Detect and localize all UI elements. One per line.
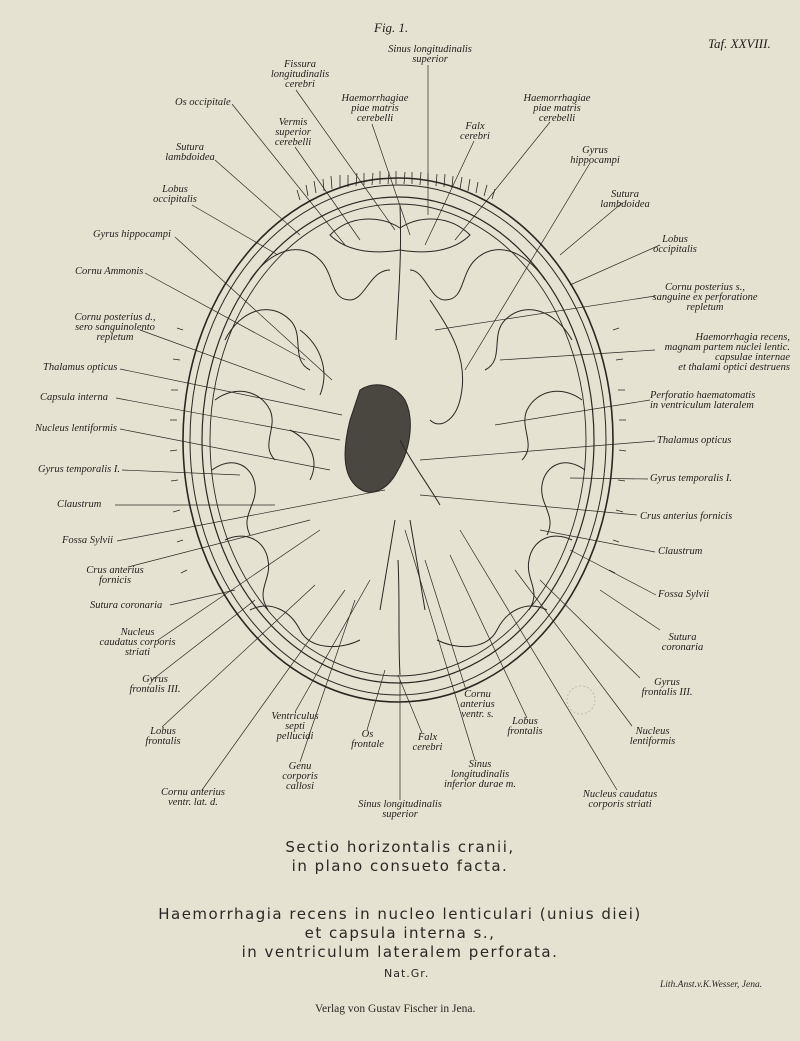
label-sutura-cor-left: Sutura coronaria (90, 600, 163, 611)
label-nucleus-lent-left: Nucleus lentiformis (35, 423, 117, 434)
label-vermis: Vermis superior cerebelli (274, 117, 312, 148)
label-haemorrhagia-recens: Haemorrhagia recens, magnam partem nuclei lentic. capsulae internae et thalami optici destruens (664, 332, 790, 373)
label-gyrus-hipp-right: Gyrus hippocampi (570, 145, 620, 166)
label-falx-bottom: Falx cerebri (412, 732, 443, 753)
label-cornu-ammonis: Cornu Ammonis (75, 266, 144, 277)
label-sinus-long-sup-bottom: Sinus longitudinalis superior (358, 799, 442, 820)
label-sinus-long-inf: Sinus longitudinalis inferior durae m. (443, 759, 517, 790)
label-fossa-left: Fossa Sylvii (62, 535, 114, 546)
label-lobus-occ-left: Lobus occipitalis (153, 184, 197, 205)
label-sinus-long-sup-top: Sinus longitudinalis superior (388, 44, 472, 65)
label-genu: Genu corporis callosi (282, 761, 318, 792)
ventricle (430, 300, 463, 424)
plate-number: Taf. XXVIII. (708, 36, 771, 51)
label-thalamus-left: Thalamus opticus (43, 362, 118, 373)
natural-size-note: Nat.Gr. (384, 967, 430, 980)
label-claustrum-right: Claustrum (658, 546, 703, 557)
label-sutura-lamb-left: Sutura lambdoidea (165, 142, 215, 163)
stamp (567, 686, 595, 714)
label-gyrus-front-right: Gyrus frontalis III. (641, 677, 693, 698)
label-perforatio: Perforatio haematomatis in ventriculum lateralem (650, 390, 756, 411)
publisher-note: Verlag von Gustav Fischer in Jena. (315, 1003, 476, 1015)
label-sutura-cor-right: Sutura coronaria (661, 632, 704, 653)
label-cornu-post-d: Cornu posterius d., sero sanguinolento repletum (74, 312, 156, 343)
label-nucleus-caud-left: Nucleus caudatus corporis striati (99, 627, 176, 658)
label-os-occipitale: Os occipitale (175, 97, 231, 108)
haemorrhage (345, 385, 410, 492)
label-lobus-front-left: Lobus frontalis (145, 726, 181, 747)
label-falx-top: Falx cerebri (460, 121, 490, 142)
label-sutura-lamb-right: Sutura lambdoidea (600, 189, 650, 210)
label-crus-ant-right: Crus anterius fornicis (640, 511, 733, 522)
label-fissura: Fissura longitudinalis cerebri (270, 59, 330, 90)
label-claustrum-left: Claustrum (57, 499, 102, 510)
label-cornu-post-s: Cornu posterius s., sanguine ex perforatione repletum (652, 282, 758, 313)
label-lobus-occ-right: Lobus occipitalis (653, 234, 697, 255)
label-thalamus-right: Thalamus opticus (657, 435, 732, 446)
label-nucleus-caud-right: Nucleus caudatus corporis striati (582, 789, 658, 810)
label-gyrus-hipp-left: Gyrus hippocampi (93, 229, 171, 240)
label-cornu-ant-ventr-d: Cornu anterius ventr. lat. d. (161, 787, 225, 808)
label-gyrus-temp-right: Gyrus temporalis I. (650, 473, 732, 484)
label-crus-ant-left: Crus anterius fornicis (86, 565, 144, 586)
caption-section: Sectio horizontalis cranii, in plano consueto facta. (285, 838, 515, 875)
label-gyrus-temp-left: Gyrus temporalis I. (38, 464, 120, 475)
caption-description: Haemorrhagia recens in nucleo lenticulari (unius diei) et capsula interna s., in ventriculum lateralem perforata. (158, 905, 642, 961)
label-capsula-interna: Capsula interna (40, 392, 108, 403)
label-ventriculus: Ventriculus septi pellucidi (271, 711, 319, 742)
fig-number: Fig. 1. (374, 20, 409, 35)
label-haemorrhagia-piae-right: Haemorrhagiae piae matris cerebelli (523, 93, 591, 124)
label-nucleus-lent-right: Nucleus lentiformis (629, 726, 676, 747)
lithographer-note: Lith.Anst.v.K.Wesser, Jena. (660, 980, 763, 990)
label-lobus-front-right: Lobus frontalis (507, 716, 543, 737)
label-cornu-ant-ventr-s: Cornu anterius ventr. s. (460, 689, 495, 720)
label-gyrus-front-left: Gyrus frontalis III. (129, 674, 181, 695)
label-fossa-right: Fossa Sylvii (658, 589, 710, 600)
label-haemorrhagia-piae-left: Haemorrhagiae piae matris cerebelli (341, 93, 409, 124)
label-os-frontale: Os frontale (351, 729, 384, 750)
